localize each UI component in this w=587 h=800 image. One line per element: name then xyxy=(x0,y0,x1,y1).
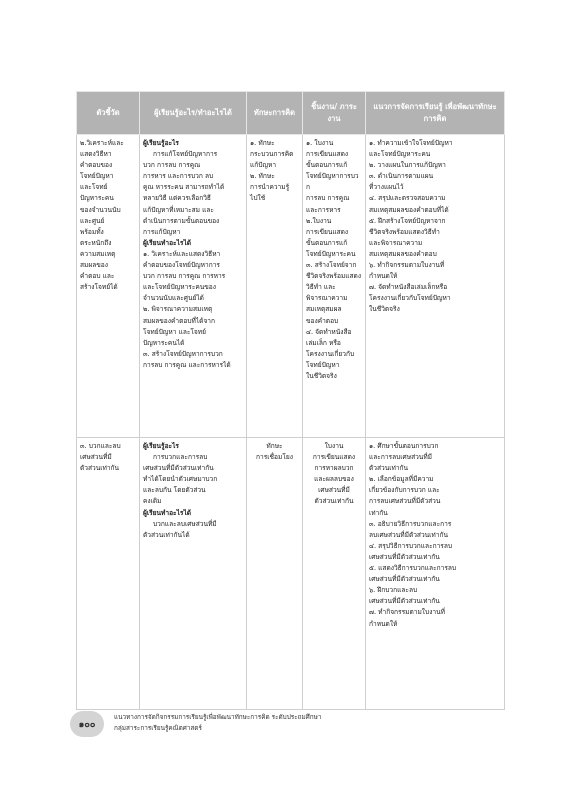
cell-text-line: พิจารณาความ xyxy=(306,294,348,303)
row1-indicator-cell xyxy=(77,135,140,438)
cell-text-line: การนำความรู้ xyxy=(250,183,290,192)
cell-text-line: ๔. จัดทำหนังสือ xyxy=(306,327,352,336)
cell-text-line: โจทย์ปัญหา และโจทย์ xyxy=(143,327,207,336)
cell-text-line: แก้ปัญหา xyxy=(250,161,277,170)
header-learning: ผู้เรียนรู้อะไร/ทำอะไรได้ xyxy=(140,92,247,135)
cell-text-line: และการลบเศษส่วนที่มี xyxy=(369,453,433,462)
cell-text-line: สมเหตุสมผลของคำตอบที่ได้ xyxy=(369,205,449,214)
cell-text-line: ๑. ศึกษาขั้นตอนการบวก xyxy=(369,442,439,450)
header-thinking-skill: ทักษะการคิด xyxy=(247,92,303,135)
row2-learn-heading: ผู้เรียนรู้อะไร xyxy=(143,442,179,450)
cell-text-line: เกี่ยวข้องกับการบวก และ xyxy=(369,486,440,495)
cell-text-line: ๗. จัดทำหนังสือเล่มเล็กหรือ xyxy=(369,283,448,292)
cell-text-line: การแก้โจทย์ปัญหาการ xyxy=(153,150,218,159)
cell-text-line: ๒. พิจารณาความสมเหตุ xyxy=(143,305,213,314)
row1-approach-cell xyxy=(366,135,505,438)
cell-text-line: การเขียนแสดง xyxy=(306,150,349,159)
cell-text-line: สมผลของคำตอบที่ได้จาก xyxy=(143,316,216,325)
cell-text-line: ทักษะ xyxy=(266,442,283,450)
cell-text-line: ของคำตอบ xyxy=(306,316,339,325)
cell-text-line: คำตอบของโจทย์ปัญหาการ xyxy=(143,261,220,270)
row2-do-heading: ผู้เรียนทำอะไรได้ xyxy=(143,508,192,517)
cell-text-line: คูณ หารระคน สามารถทำได้ xyxy=(143,183,225,192)
cell-text-line: ๗. ทำกิจกรรมตามใบงานที่ xyxy=(369,608,445,617)
cell-text-line: สมเหตุสมผลของคำตอบ xyxy=(369,249,437,258)
cell-text-line: การลบ การคูณ xyxy=(306,194,350,203)
cell-text-line: วิธีทำ และ xyxy=(306,283,336,292)
row1-learn-heading: ผู้เรียนรู้อะไร xyxy=(143,139,179,147)
cell-text-line: การเขียนแสดง xyxy=(312,453,356,462)
cell-text-line: โจทย์ปัญหา xyxy=(80,172,114,181)
cell-text-line: การลบ การคูณ และการหารได้ xyxy=(143,360,231,369)
table-header-row xyxy=(77,92,505,135)
header-indicator: ตัวชี้วัด xyxy=(77,92,140,135)
cell-text-line: การแก้ปัญหา xyxy=(143,227,181,236)
row1-do-heading: ผู้เรียนทำอะไรได้ xyxy=(143,238,192,247)
row2-indicator-cell xyxy=(77,438,140,710)
cell-text-line: แก้ปัญหาที่เหมาะสม และ xyxy=(143,205,214,214)
cell-text-line: ๑. ทำความเข้าใจโจทย์ปัญหา xyxy=(369,139,453,147)
cell-text-line: และพิจารณาความ xyxy=(369,238,423,247)
cell-text-line: เศษส่วนที่มีตัวส่วนเท่ากัน xyxy=(369,575,440,584)
curriculum-table xyxy=(76,91,505,710)
cell-text-line: ชีวิตจริงพร้อมแสดงวิธีทำ xyxy=(369,227,440,236)
cell-text-line: ปัญหาระคนได้ xyxy=(143,338,185,347)
cell-text-line: และการหาร xyxy=(306,205,341,214)
cell-text-line: โจทย์ปัญหาระคน xyxy=(306,249,356,258)
cell-text-line: ตัวส่วนเท่ากัน xyxy=(314,497,354,506)
cell-text-line: ๖. ฝึกบวกและลบ xyxy=(369,586,418,595)
cell-text-line: แสดงวิธีหา xyxy=(80,150,112,159)
cell-text-line: ความสมเหตุ xyxy=(80,249,116,258)
page-footer xyxy=(70,709,510,743)
row2-task-cell xyxy=(303,438,366,710)
cell-text-line: ดำเนินการตามขั้นตอนของ xyxy=(143,216,220,225)
cell-text-line: ทำได้โดยนำตัวเศษมาบวก xyxy=(143,475,218,484)
cell-text-line: เล่มเล็ก หรือ xyxy=(306,338,341,347)
cell-text-line: ๓. สร้างโจทย์จาก xyxy=(306,261,357,270)
cell-text-line: ๑. ใบงาน xyxy=(306,139,334,147)
cell-text-line: การหาผลบวก xyxy=(314,464,354,473)
cell-text-line: คำตอบ และ xyxy=(80,272,115,281)
cell-text-line: การบวกและการลบ xyxy=(153,453,208,462)
row2-skill-cell xyxy=(247,438,303,710)
cell-text-line: ๑. ทักษะ xyxy=(250,139,275,147)
cell-text-line: ใบงาน xyxy=(324,442,344,450)
cell-text-line: คงเดิม xyxy=(143,497,162,506)
cell-text-line: และโจทย์ xyxy=(80,183,108,192)
curriculum-table-container xyxy=(76,91,504,710)
row1-skill-cell xyxy=(247,135,303,438)
cell-text-line: บวก การลบ การคูณ การหาร xyxy=(143,272,226,281)
cell-text-line: ๓. อธิบายวิธีการบวกและการ xyxy=(369,519,452,528)
cell-text-line: และลบกัน โดยตัวส่วน xyxy=(143,486,206,495)
cell-text-line: ๒. เลือกข้อมูลที่มีความ xyxy=(369,475,434,484)
cell-text-line: เท่ากัน xyxy=(369,508,388,517)
row2-learning-cell xyxy=(140,438,247,710)
cell-text-line: สมผลของ xyxy=(80,261,108,270)
cell-text-line: ๔. สรุปและตรวจสอบความ xyxy=(369,194,446,203)
cell-text-line: ๕. แสดงวิธีการบวกและการลบ xyxy=(369,564,457,573)
cell-text-line: สร้างโจทย์ได้ xyxy=(80,283,118,292)
row1-learning-cell xyxy=(140,135,247,438)
cell-text-line: ๒.วิเคราะห์และ xyxy=(80,139,124,147)
cell-text-line: ๒.ใบงาน xyxy=(306,216,332,225)
table-row xyxy=(77,135,505,438)
cell-text-line: และโจทย์ปัญหาระคน xyxy=(369,150,431,159)
cell-text-line: กระบวนการคิด xyxy=(250,150,294,159)
cell-text-line: โจทย์ปัญหาการบวก xyxy=(306,172,359,192)
footer-text xyxy=(114,712,321,734)
cell-text-line: ที่วางแผนไว้ xyxy=(369,183,404,192)
cell-text-line: ๑. วิเคราะห์และแสดงวิธีหา xyxy=(143,249,221,258)
cell-text-line: ตัวส่วนเท่ากัน xyxy=(369,464,409,473)
cell-text-line: จำนวนนับและศูนย์ได้ xyxy=(143,294,204,303)
cell-text-line: บวกและลบเศษส่วนที่มี xyxy=(153,519,217,528)
cell-text-line: ไปใช้ xyxy=(250,194,266,203)
cell-text-line: กำหนดให้ xyxy=(369,272,398,281)
cell-text-line: สมเหตุสมผล xyxy=(306,305,342,314)
cell-text-line: และผลลบของ xyxy=(314,475,354,484)
cell-text-line: ของจำนวนนับ xyxy=(80,205,121,214)
cell-text-line: คำตอบของ xyxy=(80,161,113,170)
table-row xyxy=(77,438,505,710)
header-teaching-approach: แนวการจัดการเรียนรู้ เพื่อพัฒนาทักษะการคิด xyxy=(366,92,505,135)
cell-text-line: ๓. ดำเนินการตามแผน xyxy=(369,172,434,181)
cell-text-line: ๓. สร้างโจทย์ปัญหาการบวก xyxy=(143,349,223,358)
cell-text-line: ลบเศษส่วนที่มีตัวส่วนเท่ากัน xyxy=(369,530,448,539)
cell-text-line: ๖. ทำกิจกรรมตามใบงานที่ xyxy=(369,261,445,270)
cell-text-line: พร้อมทั้ง xyxy=(80,227,104,236)
cell-text-line: ๔. สรุปวิธีการบวกและการลบ xyxy=(369,541,453,550)
cell-text-line: ๒. วางแผนในการแก้ปัญหา xyxy=(369,161,446,170)
cell-text-line: บวก การลบ การคูณ xyxy=(143,161,201,170)
cell-text-line: เศษส่วนที่มีตัวส่วนเท่ากัน xyxy=(143,464,214,473)
cell-text-line: ปัญหาระคน xyxy=(80,194,114,203)
footer-line-1: แนวทางการจัดกิจกรรมการเรียนรู้เพื่อพัฒนาทักษะการคิด ระดับประถมศึกษา xyxy=(114,713,322,721)
cell-text-line: เศษส่วนที่มีตัวส่วนเท่ากัน xyxy=(369,597,440,606)
cell-text-line: ๒. ทักษะ xyxy=(250,172,275,181)
cell-text-line: โครงงานเกี่ยวกับ xyxy=(306,349,355,358)
cell-text-line: กำหนดให้ xyxy=(369,619,398,628)
cell-text-line: ๕. ฝึกสร้างโจทย์ปัญหาจาก xyxy=(369,216,446,225)
cell-text-line: ตัวส่วนเท่ากันได้ xyxy=(143,530,190,539)
cell-text-line: ๓. บวกและลบ xyxy=(80,442,121,450)
cell-text-line: ชีวิตจริงพร้อมแสดง xyxy=(306,272,362,281)
cell-text-line: ตัวส่วนเท่ากัน xyxy=(80,464,120,473)
cell-text-line: ตระหนักถึง xyxy=(80,238,112,247)
row1-task-cell xyxy=(303,135,366,438)
cell-text-line: หลายวิธี แต่ควรเลือกวิธี xyxy=(143,194,211,203)
cell-text-line: ในชีวิตจริง xyxy=(306,371,337,380)
cell-text-line: การลบเศษส่วนที่มีตัวส่วน xyxy=(369,497,441,506)
header-tasks: ชิ้นงาน/ ภาระงาน xyxy=(303,92,366,135)
cell-text-line: ในชีวิตจริง xyxy=(369,305,400,314)
cell-text-line: และศูนย์ xyxy=(80,216,105,225)
cell-text-line: เศษส่วนที่มี xyxy=(318,486,350,495)
cell-text-line: และโจทย์ปัญหาระคนของ xyxy=(143,283,216,292)
row2-approach-cell xyxy=(366,438,505,710)
cell-text-line: โครงงานเกี่ยวกับโจทย์ปัญหา xyxy=(369,294,451,303)
footer-line-2: กลุ่มสาระการเรียนรู้คณิตศาสตร์ xyxy=(114,724,202,732)
page-number: ๑๐๐ xyxy=(70,711,104,737)
cell-text-line: การเชื่อมโยง xyxy=(256,453,293,462)
cell-text-line: ขั้นตอนการแก้ xyxy=(306,238,348,247)
cell-text-line: เศษส่วนที่มีตัวส่วนเท่ากัน xyxy=(369,552,440,561)
cell-text-line: เศษส่วนที่มี xyxy=(80,453,112,462)
cell-text-line: ขั้นตอนการแก้ xyxy=(306,161,348,170)
cell-text-line: โจทย์ปัญหา xyxy=(306,360,340,369)
cell-text-line: การเขียนแสดง xyxy=(306,227,349,236)
cell-text-line: การหาร และการบวก ลบ xyxy=(143,172,214,181)
